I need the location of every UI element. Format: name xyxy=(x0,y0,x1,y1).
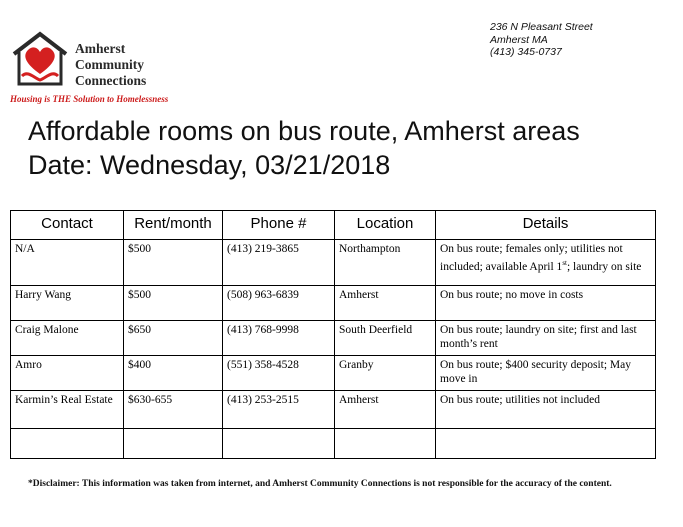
cell-phone: (413) 219-3865 xyxy=(223,240,335,286)
organization-name xyxy=(75,41,146,89)
title-line-date: Date: Wednesday, 03/21/2018 xyxy=(28,150,391,180)
table-row xyxy=(11,240,656,286)
details-text: ; laundry on site xyxy=(566,260,642,273)
cell-contact: Amro xyxy=(11,356,124,391)
organization-address xyxy=(490,21,593,59)
cell-location: Amherst xyxy=(335,286,436,321)
cell-details: On bus route; laundry on site; first and last month’s rent xyxy=(436,321,656,356)
cell-contact: Harry Wang xyxy=(11,286,124,321)
cell-details: On bus route; $400 security deposit; May move in xyxy=(436,356,656,391)
address-street: 236 N Pleasant Street xyxy=(490,21,593,33)
title-line-heading: Affordable rooms on bus route, Amherst areas xyxy=(28,116,580,146)
page-title xyxy=(28,114,580,182)
address-city: Amherst MA xyxy=(490,33,548,46)
organization-tagline: Housing is THE Solution to Homelessness xyxy=(10,94,169,104)
organization-name-line: Connections xyxy=(75,73,147,88)
heart-house-icon xyxy=(8,30,72,92)
cell-location: Granby xyxy=(335,356,436,391)
cell-contact: Craig Malone xyxy=(11,321,124,356)
cell-phone: (551) 358-4528 xyxy=(223,356,335,391)
table-header-row xyxy=(11,211,656,240)
cell-phone: (508) 963-6839 xyxy=(223,286,335,321)
table-row-empty xyxy=(11,429,656,459)
details-text: On bus route; females only; utilities not included; available April 1 xyxy=(440,243,623,273)
cell-rent: $500 xyxy=(124,240,223,286)
column-header-location: Location xyxy=(335,211,436,240)
cell-empty xyxy=(436,429,656,459)
table-row xyxy=(11,321,656,356)
details-superscript: st xyxy=(562,258,567,267)
column-header-contact: Contact xyxy=(11,211,124,240)
listings-table xyxy=(10,210,656,459)
cell-rent: $400 xyxy=(124,356,223,391)
column-header-details: Details xyxy=(436,211,656,240)
cell-empty xyxy=(335,429,436,459)
column-header-phone: Phone # xyxy=(223,211,335,240)
cell-location: Northampton xyxy=(335,240,436,286)
table-row xyxy=(11,356,656,391)
cell-details: On bus route; no move in costs xyxy=(436,286,656,321)
cell-rent: $650 xyxy=(124,321,223,356)
cell-rent: $630-655 xyxy=(124,391,223,429)
column-header-rent: Rent/month xyxy=(124,211,223,240)
cell-details: On bus route; utilities not included xyxy=(436,391,656,429)
cell-details xyxy=(436,240,656,286)
cell-empty xyxy=(223,429,335,459)
organization-logo xyxy=(8,30,198,106)
cell-contact: Karmin’s Real Estate xyxy=(11,391,124,429)
cell-rent: $500 xyxy=(124,286,223,321)
table-row xyxy=(11,286,656,321)
cell-location: South Deerfield xyxy=(335,321,436,356)
table-row xyxy=(11,391,656,429)
disclaimer-note: *Disclaimer: This information was taken from internet, and Amherst Community Connections is not responsible for the accuracy of the content. xyxy=(28,479,612,489)
cell-phone: (413) 253-2515 xyxy=(223,391,335,429)
cell-phone: (413) 768-9998 xyxy=(223,321,335,356)
cell-location: Amherst xyxy=(335,391,436,429)
cell-contact: N/A xyxy=(11,240,124,286)
cell-empty xyxy=(124,429,223,459)
organization-name-line: Amherst xyxy=(75,41,126,56)
address-phone: (413) 345-0737 xyxy=(490,46,562,58)
organization-name-line: Community xyxy=(75,57,145,72)
cell-empty xyxy=(11,429,124,459)
